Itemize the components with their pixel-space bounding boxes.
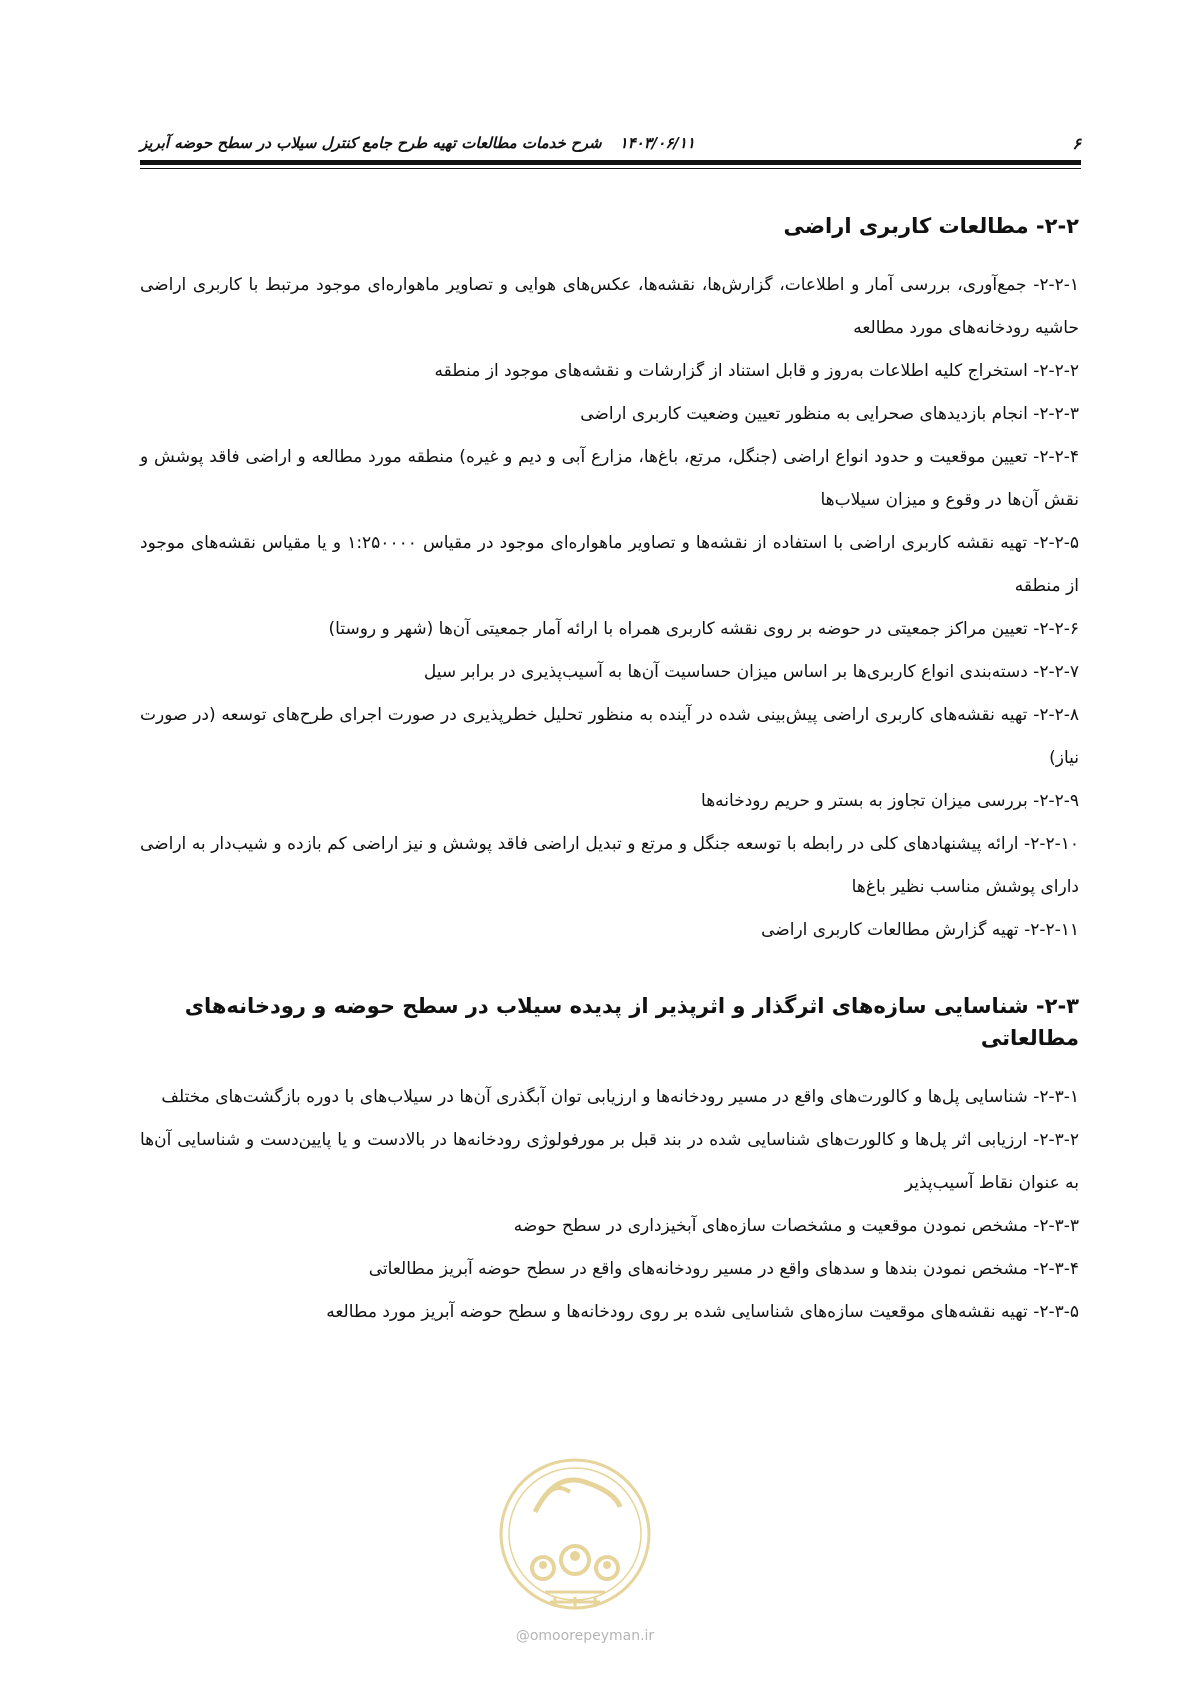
page-body	[140, 210, 1079, 1334]
section-title-structures: ۲-۳- شناسایی سازه‌های اثرگذار و اثرپذیر از پدیده سیلاب در سطح حوضه و رودخانه‌های مطالعاتی	[184, 994, 1079, 1050]
list-item: ۲-۲-۷- دسته‌بندی انواع کاربری‌ها بر اساس میزان حساسیت آن‌ها به آسیب‌پذیری در برابر سیل	[423, 662, 1079, 682]
list-item: ۲-۳-۴- مشخص نمودن بندها و سدهای واقع در مسیر رودخانه‌های واقع در سطح حوضه آبریز مطالعاتی	[368, 1259, 1079, 1279]
header-date: ۱۴۰۳/۰۶/۱۱	[619, 134, 695, 152]
list-item: ۲-۳-۵- تهیه نقشه‌های موقعیت سازه‌های شناسایی شده بر روی رودخانه‌ها و سطح حوضه آبریز مورد مطالعه	[326, 1302, 1079, 1322]
list-item: ۲-۲-۴- تعیین موقعیت و حدود انواع اراضی (جنگل، مرتع، باغ‌ها، مزارع آبی و دیم و غیره) منطقه مورد مطالعه و اراضی فاقد پوشش و نقش آن‌ها در وقوع و میزان سیلاب‌ها	[140, 447, 1079, 510]
seal-watermark-icon	[495, 1452, 655, 1622]
list-item: ۲-۲-۱۰- ارائه پیشنهادهای کلی در رابطه با توسعه جنگل و مرتع و تبدیل اراضی فاقد پوشش و نیز اراضی کم بازده و شیب‌دار به اراضی دارای پوشش مناسب نظیر باغ‌ها	[140, 834, 1079, 897]
list-item: ۲-۳-۲- ارزیابی اثر پل‌ها و کالورت‌های شناسایی شده در بند قبل بر مورفولوژی رودخانه‌ها در بالادست و یا پایین‌دست و شناسایی آن‌ها به عنوان نقاط آسیب‌پذیر	[140, 1130, 1079, 1193]
section-spacer	[140, 952, 1079, 990]
list-item: ۲-۳-۱- شناسایی پل‌ها و کالورت‌های واقع در مسیر رودخانه‌ها و ارزیابی توان آبگذری آن‌ها در سیلاب‌های با دوره بازگشت‌های مختلف	[161, 1087, 1079, 1107]
header-rule-thin	[140, 168, 1081, 169]
land-use-item-list	[140, 264, 1079, 952]
header-title-group	[140, 134, 695, 152]
list-item: ۲-۲-۶- تعیین مراکز جمعیتی در حوضه بر روی نقشه کاربری همراه با ارائه آمار جمعیتی آن‌ها (شهر و روستا)	[328, 619, 1079, 639]
header-document-title: شرح خدمات مطالعات تهیه طرح جامع کنترل سیلاب در سطح حوضه آبریز	[140, 134, 602, 152]
structures-item-list	[140, 1076, 1079, 1334]
list-item: ۲-۲-۱۱- تهیه گزارش مطالعات کاربری اراضی	[761, 920, 1079, 940]
page-number: ۶	[1072, 133, 1081, 153]
list-item: ۲-۲-۸- تهیه نقشه‌های کاربری اراضی پیش‌بینی شده در آینده به منظور تحلیل خطرپذیری در صورت اجرای طرح‌های توسعه (در صورت نیاز)	[140, 705, 1079, 768]
list-item: ۲-۳-۳- مشخص نمودن موقعیت و مشخصات سازه‌های آبخیزداری در سطح حوضه	[513, 1216, 1079, 1236]
list-item: ۲-۲-۱- جمع‌آوری، بررسی آمار و اطلاعات، گزارش‌ها، نقشه‌ها، عکس‌های هوایی و تصاویر ماهواره‌ای موجود مرتبط با کاربری اراضی حاشیه رودخانه‌های مورد مطالعه	[140, 275, 1079, 338]
list-item: ۲-۲-۵- تهیه نقشه کاربری اراضی با استفاده از نقشه‌ها و تصاویر ماهواره‌ای موجود در مقیاس ۱:۲۵۰۰۰۰ و یا مقیاس نقشه‌های موجود از منطقه	[140, 533, 1080, 596]
list-item: ۲-۲-۳- انجام بازدیدهای صحرایی به منظور تعیین وضعیت کاربری اراضی	[580, 404, 1079, 424]
section-title-land-use: ۲-۲- مطالعات کاربری اراضی	[783, 214, 1079, 238]
list-item: ۲-۲-۹- بررسی میزان تجاوز به بستر و حریم رودخانه‌ها	[701, 791, 1079, 811]
header-rule-thick	[140, 160, 1081, 165]
page-header	[140, 128, 1081, 158]
list-item: ۲-۲-۲- استخراج کلیه اطلاعات به‌روز و قابل استناد از گزارشات و نقشه‌های موجود از منطقه	[434, 361, 1079, 381]
watermark-url: @omoorepeyman.ir	[515, 1628, 655, 1644]
